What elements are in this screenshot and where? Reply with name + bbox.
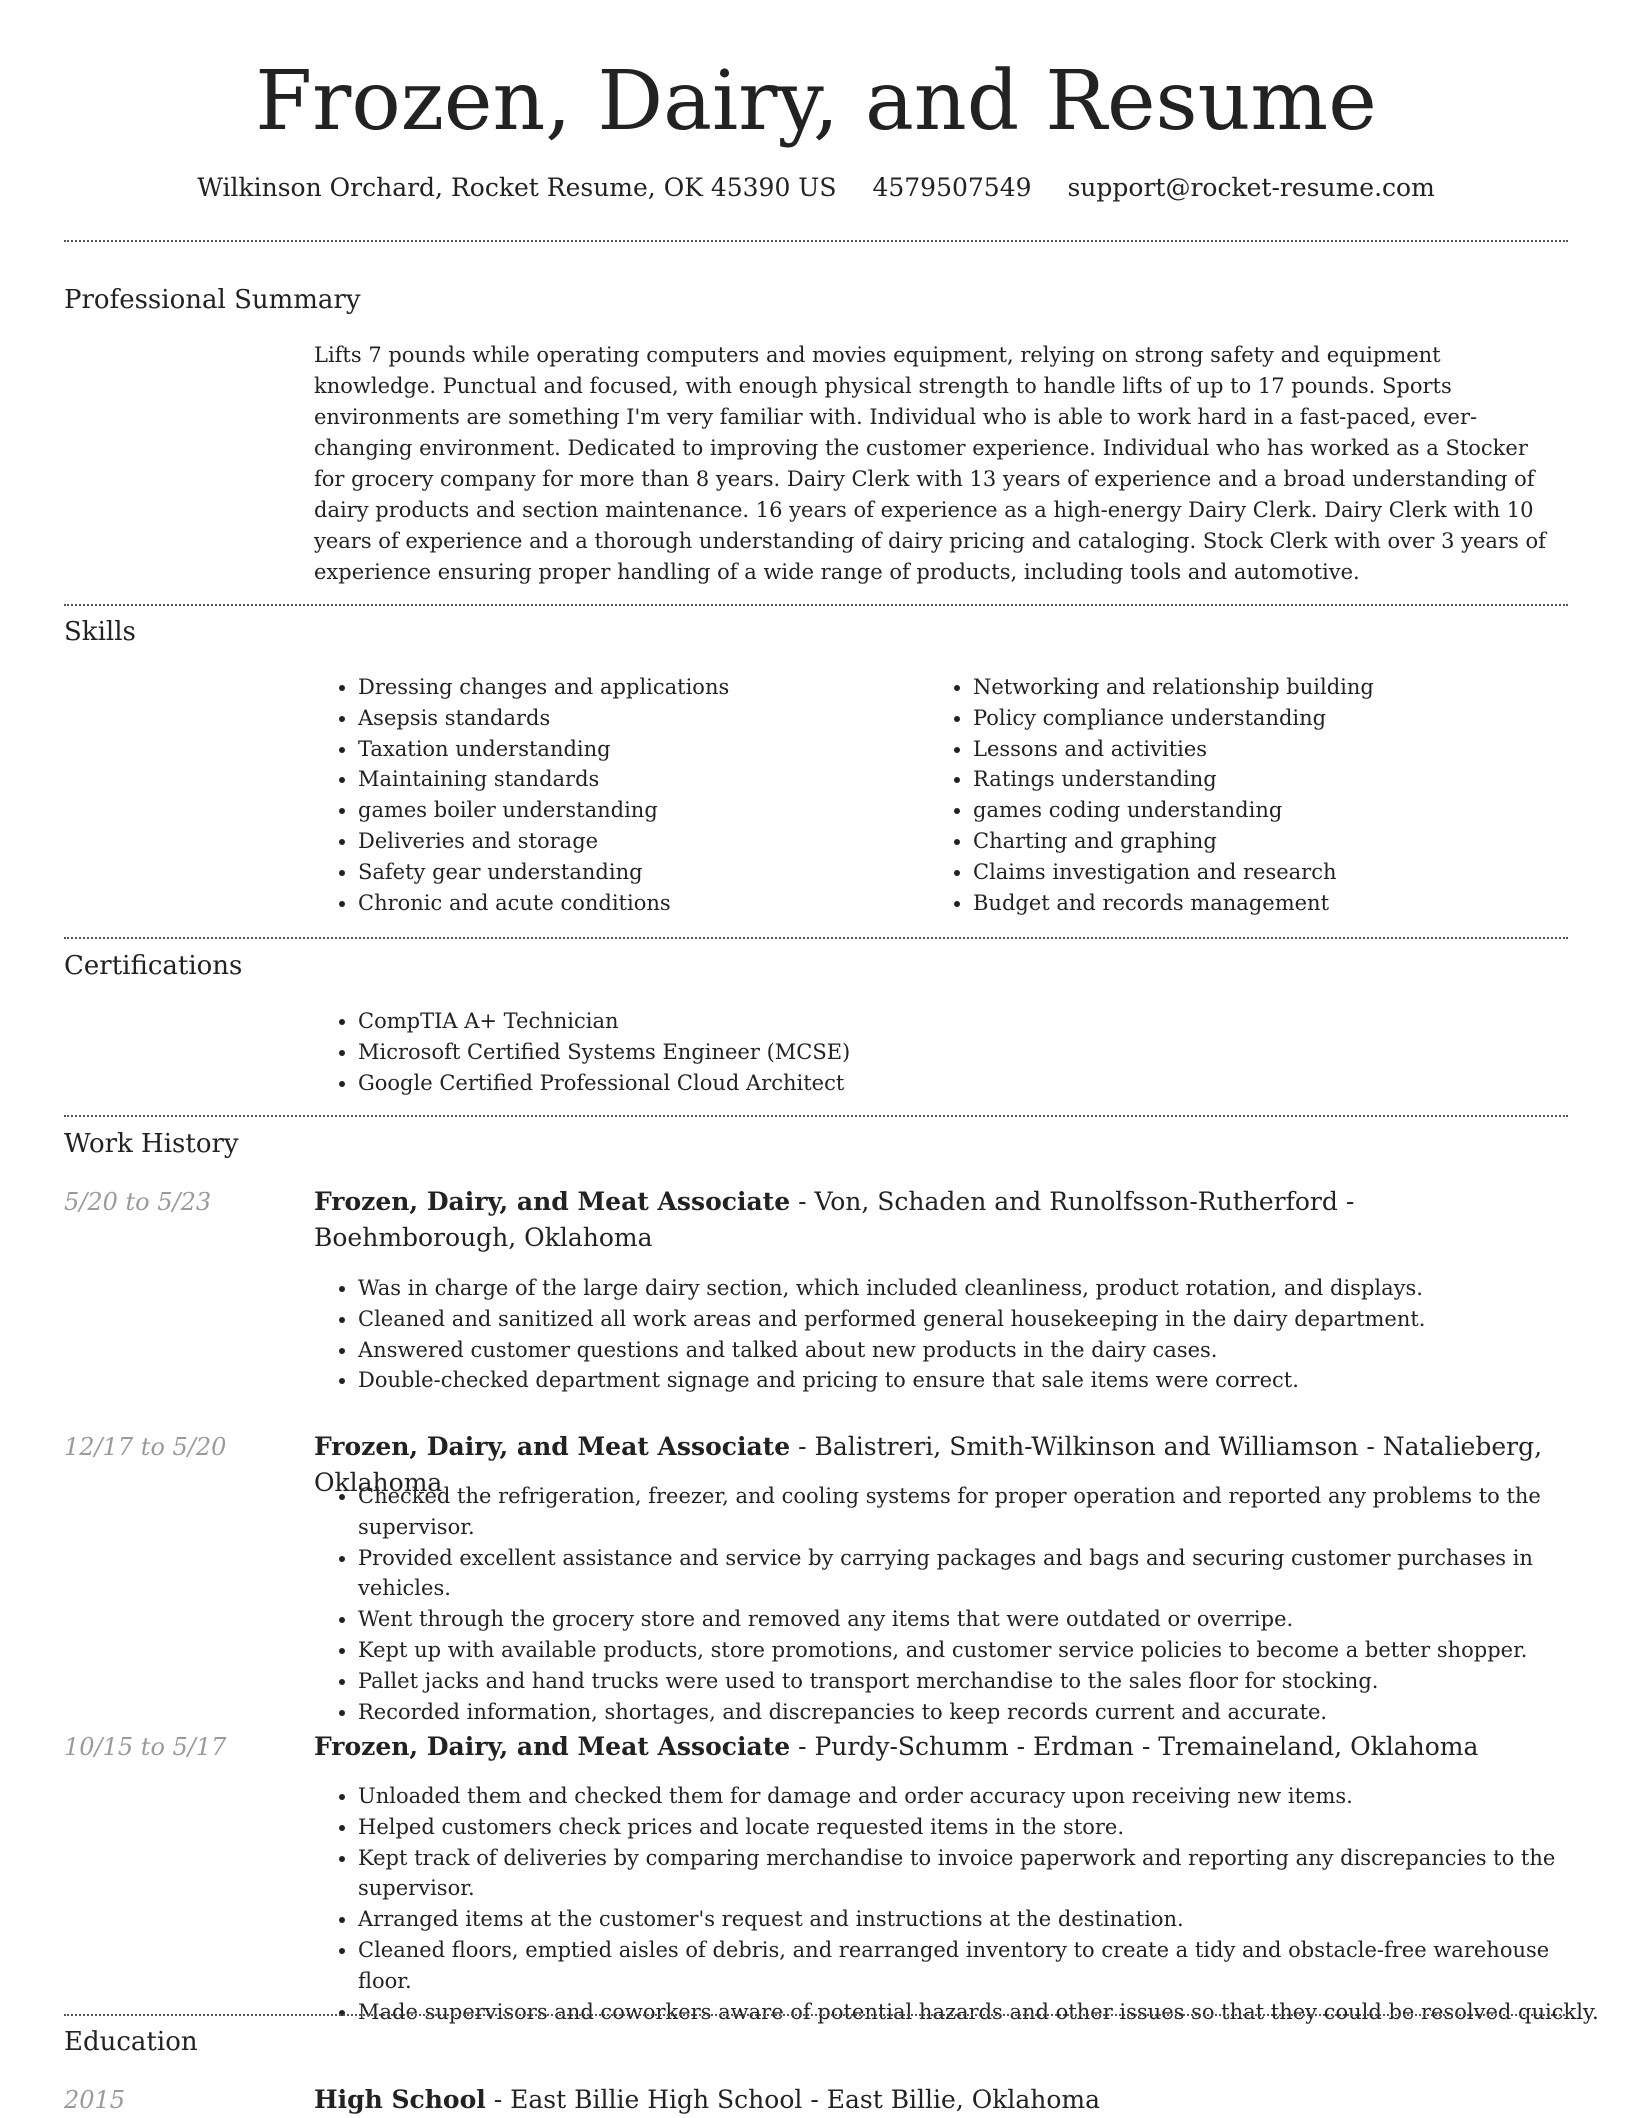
job-bullet: • Recorded information, shortages, and discrepancies to keep records current and accurate. [358,1697,1608,1728]
certifications-list [314,1006,1598,1098]
divider [64,937,1568,939]
job-bullets [314,1481,1608,1727]
skill-item: • Maintaining standards [358,764,918,795]
job-employer-location: - Von, Schaden and Runolfsson-Rutherford - Boehmborough, Oklahoma [314,1187,1355,1252]
job-bullet: • Was in charge of the large dairy section, which included cleanliness, product rotation, and displays. [358,1273,1608,1304]
job-bullet: • Cleaned floors, emptied aisles of debris, and rearranged inventory to create a tidy and obstacle-free warehouse floor. [358,1935,1608,1997]
divider [64,1115,1568,1117]
skill-item: • Claims investigation and research [973,857,1593,888]
skill-item: • Asepsis standards [358,703,918,734]
job-bullet: • Double-checked department signage and pricing to ensure that sale items were correct. [358,1365,1608,1396]
skills-list-left [314,672,918,918]
job-dates: 10/15 to 5/17 [64,1733,227,1761]
job-bullet: • Pallet jacks and hand trucks were used to transport merchandise to the sales floor for stocking. [358,1666,1608,1697]
contact-address: Wilkinson Orchard, Rocket Resume, OK 45390 US [197,173,837,202]
education-school-location: - East Billie High School - East Billie, Oklahoma [485,2085,1101,2114]
skills-list-right [929,672,1593,918]
job-bullet: • Provided excellent assistance and service by carrying packages and bags and securing customer purchases in vehicles. [358,1543,1608,1605]
education-title [314,2082,1564,2118]
job-bullet: • Helped customers check prices and locate requested items in the store. [358,1812,1608,1843]
skill-item: • Taxation understanding [358,734,918,765]
section-title-education: Education [64,2027,198,2057]
candidate-name: Frozen, Dairy, and Resume [255,54,1377,149]
job-bullet: • Kept track of deliveries by comparing merchandise to invoice paperwork and reporting any discrepancies to the supervisor. [358,1843,1608,1905]
skill-item: • Deliveries and storage [358,826,918,857]
skill-item: • Chronic and acute conditions [358,888,918,919]
section-title-certifications: Certifications [64,951,243,981]
skill-item: • Charting and graphing [973,826,1593,857]
divider [64,604,1568,606]
job-bullet: • Kept up with available products, store promotions, and customer service policies to become a better shopper. [358,1635,1608,1666]
skill-item: • Lessons and activities [973,734,1593,765]
skill-item: • games coding understanding [973,795,1593,826]
job-title [314,1729,1564,1765]
job-bullet: • Checked the refrigeration, freezer, and cooling systems for proper operation and reported any problems to the supervisor. [358,1481,1608,1543]
skill-item: • Networking and relationship building [973,672,1593,703]
skill-item: • Ratings understanding [973,764,1593,795]
section-title-work-history: Work History [64,1129,239,1159]
job-bullet: • Arranged items at the customer's request and instructions at the destination. [358,1904,1608,1935]
job-role: Frozen, Dairy, and Meat Associate [314,1187,791,1216]
job-bullet: • Answered customer questions and talked about new products in the dairy cases. [358,1335,1608,1366]
divider [64,240,1568,242]
job-employer-location: - Purdy-Schumm - Erdman - Tremaineland, Oklahoma [790,1732,1479,1761]
certification-item: • Microsoft Certified Systems Engineer (MCSE) [358,1037,1598,1068]
job-bullet: • Made supervisors and coworkers aware of potential hazards and other issues so that they could be resolved quickly. [358,1997,1608,2028]
job-role: Frozen, Dairy, and Meat Associate [314,1432,791,1461]
job-title [314,1184,1564,1256]
skill-item: • Policy compliance understanding [973,703,1593,734]
contact-email: support@rocket-resume.com [1067,173,1435,202]
job-bullets [314,1781,1608,2027]
skill-item: • Budget and records management [973,888,1593,919]
skill-item: • Dressing changes and applications [358,672,918,703]
job-role: Frozen, Dairy, and Meat Associate [314,1732,791,1761]
section-title-summary: Professional Summary [64,285,361,315]
job-dates: 5/20 to 5/23 [64,1188,212,1216]
contact-phone: 4579507549 [872,173,1032,202]
certification-item: • Google Certified Professional Cloud Architect [358,1068,1598,1099]
summary-text: Lifts 7 pounds while operating computers and movies equipment, relying on strong safety and equipment knowledge. Punctual and focused, with enough physical strength to handle lifts of up to 17 pounds. Sports environments are something I'm very familiar with. Individual who is able to work hard in a fast-paced, ever-changing environment. Dedicated to improving the customer experience. Individual who has worked as a Stocker for grocery company for more than 8 years. Dairy Clerk with 13 years of experience and a broad understanding of dairy products and section maintenance. 16 years of experience as a high-energy Dairy Clerk. Dairy Clerk with 10 years of experience and a thorough understanding of dairy pricing and cataloging. Stock Clerk with over 3 years of experience ensuring proper handling of a wide range of products, including tools and automotive. [314,343,1546,584]
job-bullet: • Unloaded them and checked them for damage and order accuracy upon receiving new items. [358,1781,1608,1812]
contact-line [0,170,1632,206]
certification-item: • CompTIA A+ Technician [358,1006,1598,1037]
job-bullet: • Went through the grocery store and removed any items that were outdated or overripe. [358,1604,1608,1635]
divider [64,2014,1568,2016]
job-bullet: • Cleaned and sanitized all work areas and performed general housekeeping in the dairy department. [358,1304,1608,1335]
job-dates: 12/17 to 5/20 [64,1433,227,1461]
section-title-skills: Skills [64,617,136,647]
job-bullets [314,1273,1608,1396]
skill-item: • games boiler understanding [358,795,918,826]
job-employer-location: - Balistreri, Smith-Wilkinson and Williamson - Natalieberg, Oklahoma [314,1432,1543,1497]
education-dates: 2015 [64,2086,126,2114]
education-degree: High School [314,2085,486,2114]
skill-item: • Safety gear understanding [358,857,918,888]
